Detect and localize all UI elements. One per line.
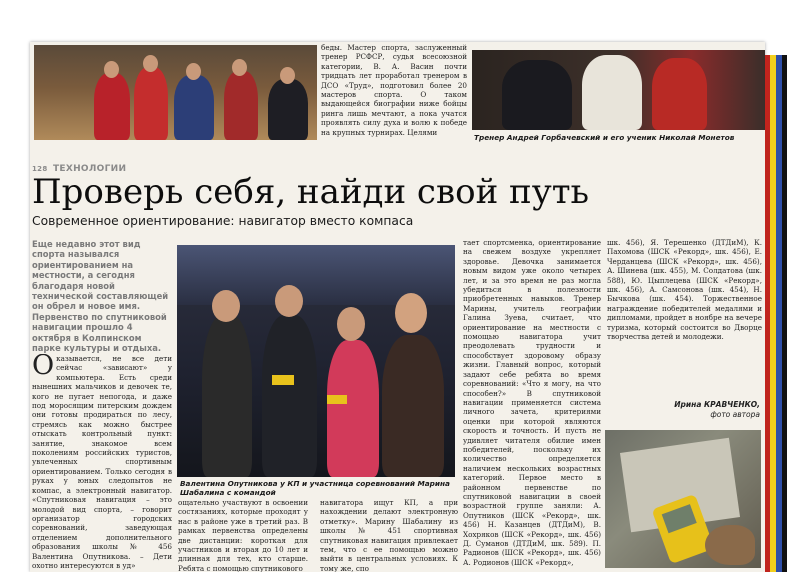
body-column-2: ощательно участвуют в освоении состязаниях, которые проходят у нас в районе уже в третий раз. В рамках первенства определены две дистанции: короткая для участников и вторая до 10 лет и длинная для тех, кто старше. Ребята с помощью спутникового [178, 498, 308, 572]
subheadline: Современное ориентирование: навигатор вместо компаса [32, 214, 414, 228]
author-credit [605, 400, 760, 419]
gps-device [272, 375, 294, 385]
figure-red [224, 71, 258, 140]
gps-device [327, 395, 347, 404]
page-edge-stripes [765, 55, 787, 572]
figure-head [395, 293, 427, 333]
figure-head [280, 67, 295, 84]
page-number: 128 [32, 165, 48, 173]
figure-red [652, 58, 707, 130]
figure-red [94, 73, 130, 140]
figure-head [186, 63, 201, 80]
photo-orienteering-team [177, 245, 455, 477]
figure-head [212, 290, 240, 322]
device-screen [662, 504, 697, 533]
body-column-5: шк. 456), Я. Терешенко (ДТДиМ), К. Пахомова (ШСК «Рекорд», шк. 456), Е. Черданцева (ШСК «Рекорд», шк. 456), А. Шинева (шк. 455), М. Солдатова (шк. 588), Ю. Цыплецева (ШСК «Рекорд», шк. 456), А. Самсонова (шк. 454), Н. Бычкова (шк. 454). Торжественное награждение победителей медалями и дипломами, пройдет в ноябре на вечере туризма, который состоится во Дворце творчества детей и молодежи. [607, 238, 762, 342]
headline: Проверь себя, найди свой путь [32, 172, 590, 212]
photo-gps-navigator [605, 430, 761, 568]
figure-dark [268, 79, 308, 140]
drop-cap: О [32, 354, 55, 381]
figure-head [275, 285, 303, 317]
rubric-label: ТЕХНОЛОГИИ [52, 164, 127, 174]
caption-middle-line-1: Валентина Опутникова у КП и участница соревнований Марина [180, 479, 450, 488]
photo-boxers-gym [34, 45, 317, 140]
figure-dark [202, 315, 252, 477]
figure-blue [174, 75, 214, 140]
author-name: Ирина КРАВЧЕНКО, [674, 400, 760, 409]
top-column-text: беды. Мастер спорта, заслуженный тренер РСФСР, судья всесоюзной категории, В. А. Васин почти тридцать лет проработал тренером в ДСО «Труд», подготовил более 20 мастеров спорта. О таком выдающейся биографии ниже бойцы ринга лишь мечтают, а пока учатся проявлять силу духа и волю к победе на крупных турнирах. Целями [321, 43, 467, 137]
figure-white [582, 55, 642, 130]
figure-dark [502, 60, 572, 130]
figure-head [232, 59, 247, 76]
figure-pink [327, 340, 379, 477]
figure-head [143, 55, 158, 72]
caption-top-right: Тренер Андрей Горбачевский и его ученик Николай Монетов [474, 133, 735, 142]
body-column-3: навигатора ищут КП, а при нахождении делают электронную отметку». Марину Шабалину из школы № 451 спортивная спутниковая навигация привлекает тем, что с ее помощью можно выйти в центральных условиях. К тому же, спо [320, 498, 458, 572]
figure-dark [262, 315, 317, 477]
stripe-black [782, 55, 787, 572]
hand [705, 525, 755, 565]
author-role: фото автора [710, 409, 760, 419]
newspaper-sheet [30, 42, 765, 572]
photo-coach-and-student [472, 50, 765, 130]
body-column-1 [32, 354, 172, 572]
lead-paragraph: Еще недавно этот вид спорта назывался ориентированием на местности, а сегодня благодаря новой технической составляющей он обрел и новое имя. Первенство по спутниковой навигации прошло 4 октября в Колпинском парке культуры и отдыха. [32, 239, 169, 354]
body-column-1-text: казывается, не все дети сейчас «зависают» у компьютера. Есть среди нынешних мальчиков и девочек те, кого не пугает непогода, и даже под моросящим питерским дождем они готовы продираться по лесу, стремясь как можно быстрее отыскать контрольный пункт: занятие, знакомое всем поколениям российских туристов, увлеченных спортивным ориентированием. Только сегодня в руках у юных следопытов не компас, а электронный навигатор. «Спутниковая навигация – это молодой вид спорта, – говорит организатор городских соревнований, заведующая отделением дополнительного образования школы № 456 Валентина Опутникова. – Дети охотно интересуются в уд» [32, 354, 172, 570]
figure-brown [382, 335, 444, 477]
caption-middle [180, 479, 458, 497]
figure-head [104, 61, 119, 78]
figure-head [337, 307, 365, 341]
body-column-4: тает спортсменка, ориентирование на свежем воздухе укрепляет здоровье. Девочка занимается новым видом уже около четырех лет, и за это время не раз могла убедиться в полезности приобретенных навыков. Тренер Марины, учитель географии Галина Зуева, считает, что ориентирование на местности с помощью навигатора учит преодолевать трудности и способствует здоровому образу жизни. Главный вопрос, который задают себе ребята во время соревнований: «Что я могу, на что способен?» В спутниковой навигации применяется система личного зачета, критериями оценки при которой являются скорость и точность. И пусть не удивляет читателя обилие имен победителей, поскольку их количество определяется наличием нескольких возрастных категорий. Первое место в районном первенстве по спутниковой навигации в своей возрастной группе заняли: А. Опутников (ШСК «Рекорд», шк. 456) Н. Казанцев (ДТДиМ), В. Хохряков (ШСК «Рекорд», шк. 456) Д. Суманов (ДТДиМ, шк. 589). П. Радионов (ШСК «Рекорд», шк. 456) А. Родионов (ШСК «Рекорд», [463, 238, 601, 567]
figure-red [134, 67, 168, 140]
caption-middle-line-2: Шабалина с командой [180, 488, 276, 497]
